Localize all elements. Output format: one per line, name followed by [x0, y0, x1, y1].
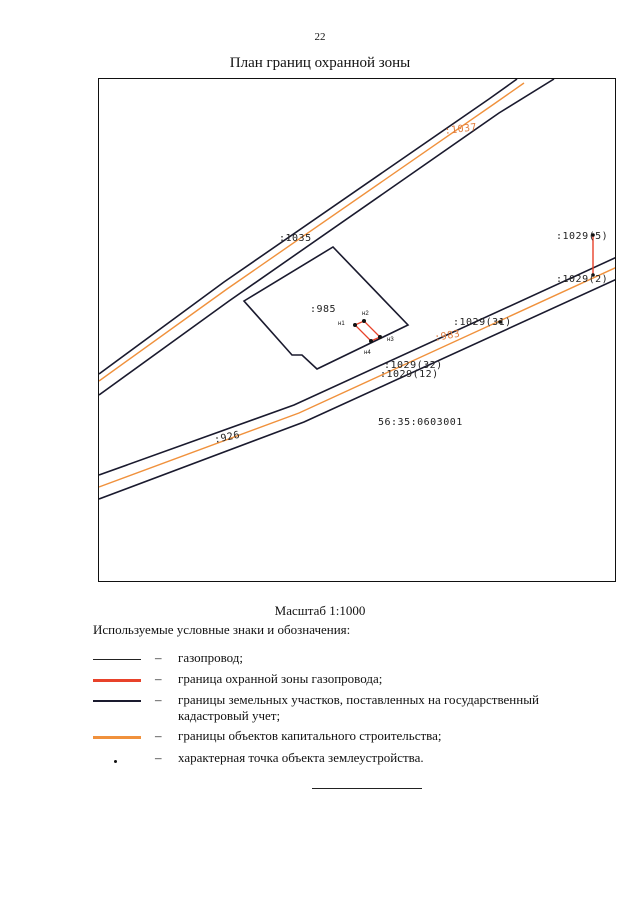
- label-point-n1: н1: [338, 321, 345, 327]
- legend-text: границы объектов капитального строительства;: [178, 728, 442, 743]
- label-parcel-1037: :1037: [444, 122, 478, 137]
- label-parcel-985: :985: [310, 304, 337, 315]
- capital-object-boundary-lower: [99, 267, 616, 487]
- legend-dash: –: [155, 750, 162, 765]
- label-parcel-1029-2: :1029(2): [556, 274, 609, 285]
- signature-line: [312, 788, 422, 789]
- legend-text: газопровод;: [178, 650, 244, 665]
- label-point-n4: н4: [364, 350, 371, 356]
- label-point-n3: н3: [387, 337, 394, 343]
- cadastral-map: [99, 79, 616, 582]
- legend-text: характерная точка объекта землеустройства.: [178, 750, 424, 765]
- map-frame: [98, 78, 616, 582]
- characteristic-point-n4: [369, 339, 373, 343]
- legend-item-characteristic-point: [93, 752, 613, 782]
- label-point-n2: н2: [362, 311, 369, 317]
- thick-black-line-icon: [93, 700, 141, 702]
- parcel-boundary-1037-lower: [99, 79, 554, 395]
- orange-line-icon: [93, 736, 141, 739]
- legend-dash: –: [155, 692, 162, 707]
- legend-text: границы земельных участков, поставленных на государственный кадастровый учет;: [178, 692, 539, 723]
- label-parcel-1029-12: :1029(12): [380, 369, 439, 380]
- protection-zone-boundary: [355, 321, 380, 341]
- legend-dash: –: [155, 728, 162, 743]
- label-parcel-983: :983: [433, 328, 462, 344]
- red-line-icon: [93, 679, 141, 682]
- legend-dash: –: [155, 671, 162, 686]
- legend-dash: –: [155, 650, 162, 665]
- characteristic-point-n1: [353, 323, 357, 327]
- legend-text: граница охранной зоны газопровода;: [178, 671, 383, 686]
- legend-item-land-parcels: [93, 694, 613, 730]
- page-title: План границ охранной зоны: [229, 55, 411, 71]
- label-cadastral-quarter: 56:35:0603001: [378, 417, 463, 428]
- label-parcel-1029-5: :1029(5): [556, 231, 609, 242]
- label-parcel-926: :926: [213, 429, 242, 446]
- characteristic-point-n2: [362, 319, 366, 323]
- page-number: 22: [314, 31, 326, 43]
- label-parcel-1035: :1035: [279, 233, 312, 244]
- label-parcel-1029-31: :1029(31): [453, 317, 512, 328]
- point-icon: [114, 760, 117, 763]
- parcel-boundary-926-lower: [99, 279, 616, 499]
- thin-black-line-icon: [93, 659, 141, 660]
- legend-title: Используемые условные знаки и обозначения:: [93, 622, 351, 637]
- characteristic-point-n3: [378, 335, 382, 339]
- map-scale: Масштаб 1:1000: [274, 603, 366, 618]
- parcel-boundary-926-upper: [99, 257, 616, 475]
- label-parcel-1029-32: :1029(32): [384, 360, 443, 371]
